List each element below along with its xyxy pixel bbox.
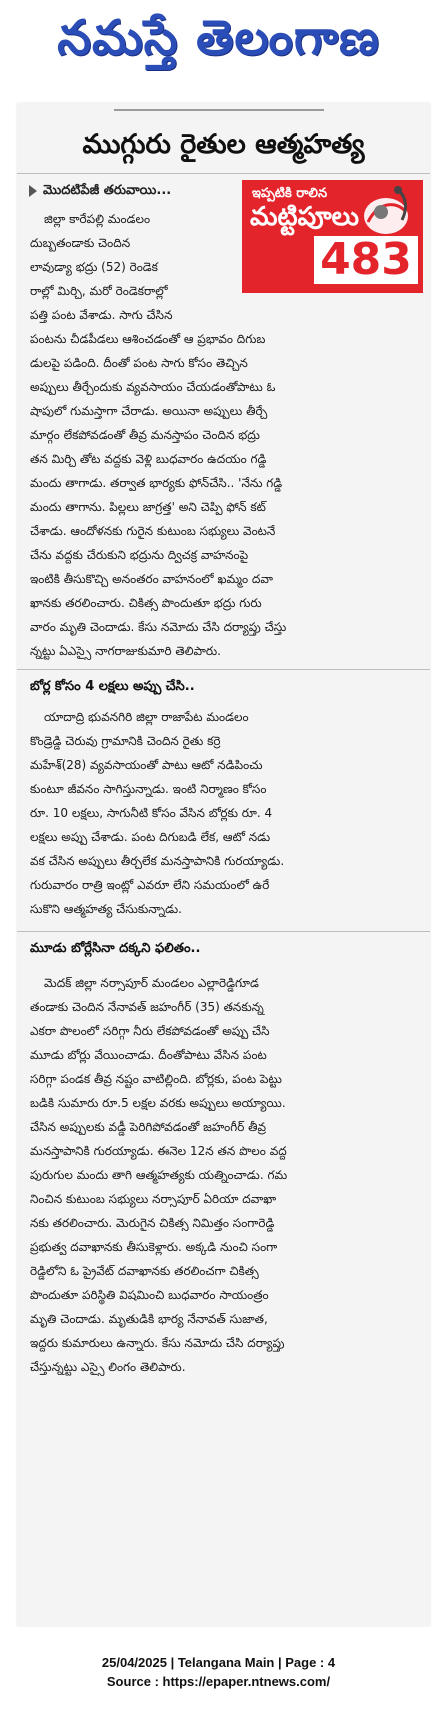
para2 [30, 705, 420, 921]
para2-line: గురువారం రాత్రి ఇంట్లో ఎవరూ లేని సమయంలో ఉరే [30, 878, 270, 892]
para1-line: ఖానకు తరలించారు. చికిత్స పొందుతూ భద్రు గురు [30, 596, 262, 610]
section-divider [17, 931, 430, 932]
para3-line: మనస్తాపానికి గురయ్యాడు. ఈనెల 12న తన పొలం వద్ద [30, 1144, 287, 1158]
para3-line: చేస్తున్నట్టు ఎస్సై లింగం తెలిపారు. [30, 1360, 186, 1374]
para2-line: లక్షలు అప్పు చేశాడు. పంట దిగుబడి లేక, ఆటో నడు [30, 830, 271, 844]
para1-line: ఇంటికి తీసుకొచ్చి అనంతరం వాహనంలో ఖమ్మం దవా [30, 572, 273, 586]
continued-label [29, 181, 171, 201]
news-clipping [17, 103, 430, 1626]
masthead [0, 0, 437, 76]
para2-line: కుంటూ జీవనం సాగిస్తున్నాడు. ఇంటి నిర్మాణం కోసం [30, 782, 267, 796]
play-arrow-icon [29, 185, 37, 197]
para3-line: మెదక్ జిల్లా నర్సాపూర్ మండలం ఎల్లారెడ్డిగూడ [44, 976, 259, 990]
para2-line: రూ. 10 లక్షలు, సాగునీటి కోసం వేసిన బోర్లకు రూ. 4 [30, 806, 273, 820]
para2-line: వక చేసిన అప్పులు తీర్చలేక మనస్తాపానికి గురయ్యాడు. [30, 854, 285, 868]
para1-narrow [30, 207, 234, 327]
para3-line: ఇద్దరు కుమారులు ఉన్నారు. కేసు నమోదు చేసి దర్యాప్తు [30, 1336, 285, 1350]
subhead-loans: బోర్ల కోసం 4 లక్షలు అప్పు చేసి.. [30, 679, 195, 694]
footer-date-page: 25/04/2025 | Telangana Main | Page : 4 [101, 1655, 336, 1670]
para3-line: ఎకరా పొలంలో సరిగ్గా నీరు లేకపోవడంతో అప్పు చేసి [30, 1024, 270, 1038]
para3-line: బడికి సుమారు రూ.5 లక్షల వరకు అప్పులు అయ్యాయి. [30, 1096, 286, 1110]
para1-narrow-line: పత్తి పంట వేశాడు. సాగు చేసిన [30, 308, 173, 322]
para3-line: ప్రభుత్వ దవాఖానకు తీసుకెళ్లారు. అక్కడి నుంచి సంగా [30, 1240, 278, 1254]
continued-text: మొదటిపేజీ తరువాయి... [43, 183, 172, 198]
masthead-title: నమస్తే తెలంగాణ [57, 10, 380, 66]
para1-line: పంటను చీడపీడలు ఆశించడంతో ఆ ప్రభావం దిగుబ [30, 332, 266, 346]
para1-line: వారం మృతి చెందాడు. కేసు నమోదు చేసి దర్యాప్తు చేస్తు [30, 620, 287, 634]
badge-count: 483 [314, 236, 418, 284]
para3-line: పురుగుల మందు తాగి ఆత్మహత్యకు యత్నించాడు. గమ [30, 1168, 288, 1182]
para1-line: మార్గం లేకపోవడంతో తీవ్ర మనస్తాపం చెందిన భద్రు [30, 428, 260, 442]
headline-divider [17, 173, 430, 174]
para1-line: షాపులో గుమస్తాగా చేరాడు. అయినా అప్పులు తీర్చే [30, 404, 268, 418]
para3-line: మూడు బోర్లు వేయించాడు. దీంతోపాటు వేసిన పంట [30, 1048, 267, 1062]
para1-line: మందు తాగాను. పిల్లలు జాగ్రత్త' అని చెప్పి ఫోన్ కట్ [30, 500, 266, 514]
para3 [30, 971, 420, 1379]
para3-line: రెడ్డిలోని ఓ ప్రైవేట్ దవాఖానకు తరలించగా చికిత్స [30, 1264, 259, 1278]
para1-line: న్నట్టు ఏఎస్సై నాగరాజుకుమారి తెలిపారు. [30, 644, 221, 658]
count-badge [242, 180, 423, 293]
para2-line: మహేశ్(28) వ్యవసాయంతో పాటు ఆటో నడిపించు [30, 758, 263, 772]
para1-narrow-line: రాల్లో మిర్చి, మరో రెండెకరాల్లో [30, 284, 168, 298]
para2-line: యాదాద్రి భువనగిరి జిల్లా రాజాపేట మండలం [44, 710, 249, 724]
para1-narrow-line: దుబ్బతండాకు చెందిన [30, 236, 131, 250]
badge-line2: మట్టిపూలు [250, 202, 360, 232]
para1-line: చేశాడు. ఆందోళనకు గురైన కుటుంబ సభ్యులు వెంటనే [30, 524, 276, 538]
para1-line: డులపై పడింది. దీంతో పంట సాగు కోసం తెచ్చిన [30, 356, 248, 370]
para3-line: సరిగ్గా పండక తీవ్ర నష్టం వాటిల్లింది. బోర్లకు, పంట పెట్టు [30, 1072, 282, 1086]
para1-line: తన మిర్చి తోట వద్దకు వెళ్లి బుధవారం ఉదయం గడ్డి [30, 452, 267, 466]
para1-narrow-line: జిల్లా కారేపల్లి మండలం [44, 212, 151, 226]
para3-line: పొందుతూ పరిస్థితి విషమించి బుధవారం సాయంత్రం [30, 1288, 269, 1302]
para1-wide [30, 327, 420, 663]
article-headline: ముగ్గురు రైతుల ఆత్మహత్య [82, 129, 365, 160]
para3-line: చేసిన అప్పులకు వడ్డీ పెరిగిపోవడంతో జహంగీర్ తీవ్ర [30, 1120, 267, 1134]
para1-line: అప్పులు తీర్చేందుకు వ్యవసాయం చేయడంతోపాటు ఓ [30, 380, 276, 394]
footer-source: Source : https://epaper.ntnews.com/ [106, 1674, 331, 1689]
para3-line: నకు తరలించారు. మెరుగైన చికిత్స నిమిత్తం సంగారెడ్డి [30, 1216, 275, 1230]
section-divider [17, 669, 430, 670]
top-divider [114, 109, 324, 111]
para2-line: కొండ్రెడ్డి చెరువు గ్రామానికి చెందిన రైతు కర్రె [30, 734, 221, 748]
para1-line: చేను వద్దకు చేరుకుని భద్రును ద్విచక్ర వాహనంపై [30, 548, 249, 562]
para3-line: మృతి చెందాడు. మృతుడికి భార్య నేనావత్ సుజాత, [30, 1312, 268, 1326]
para2-line: సుకొని ఆత్మహత్య చేసుకున్నాడు. [30, 902, 183, 916]
para1-line: మందు తాగాడు. తర్వాత భార్యకు ఫోన్‌చేసి.. 'నేను గడ్డి [30, 476, 283, 490]
badge-line1: ఇప్పటికి రాలిన [252, 186, 328, 201]
para1-narrow-line: లావుడ్యా భద్రు (52) రెండెక [30, 260, 158, 274]
para3-line: నించిన కుటుంబ సభ్యులు నర్సాపూర్ ఏరియా దవాఖా [30, 1192, 277, 1206]
para3-line: తండాకు చెందిన నేనావత్ జహంగీర్ (35) తనకున్న [30, 1000, 264, 1014]
subhead-borewells: మూడు బోర్లేసినా దక్కని ఫలితం.. [30, 941, 201, 956]
